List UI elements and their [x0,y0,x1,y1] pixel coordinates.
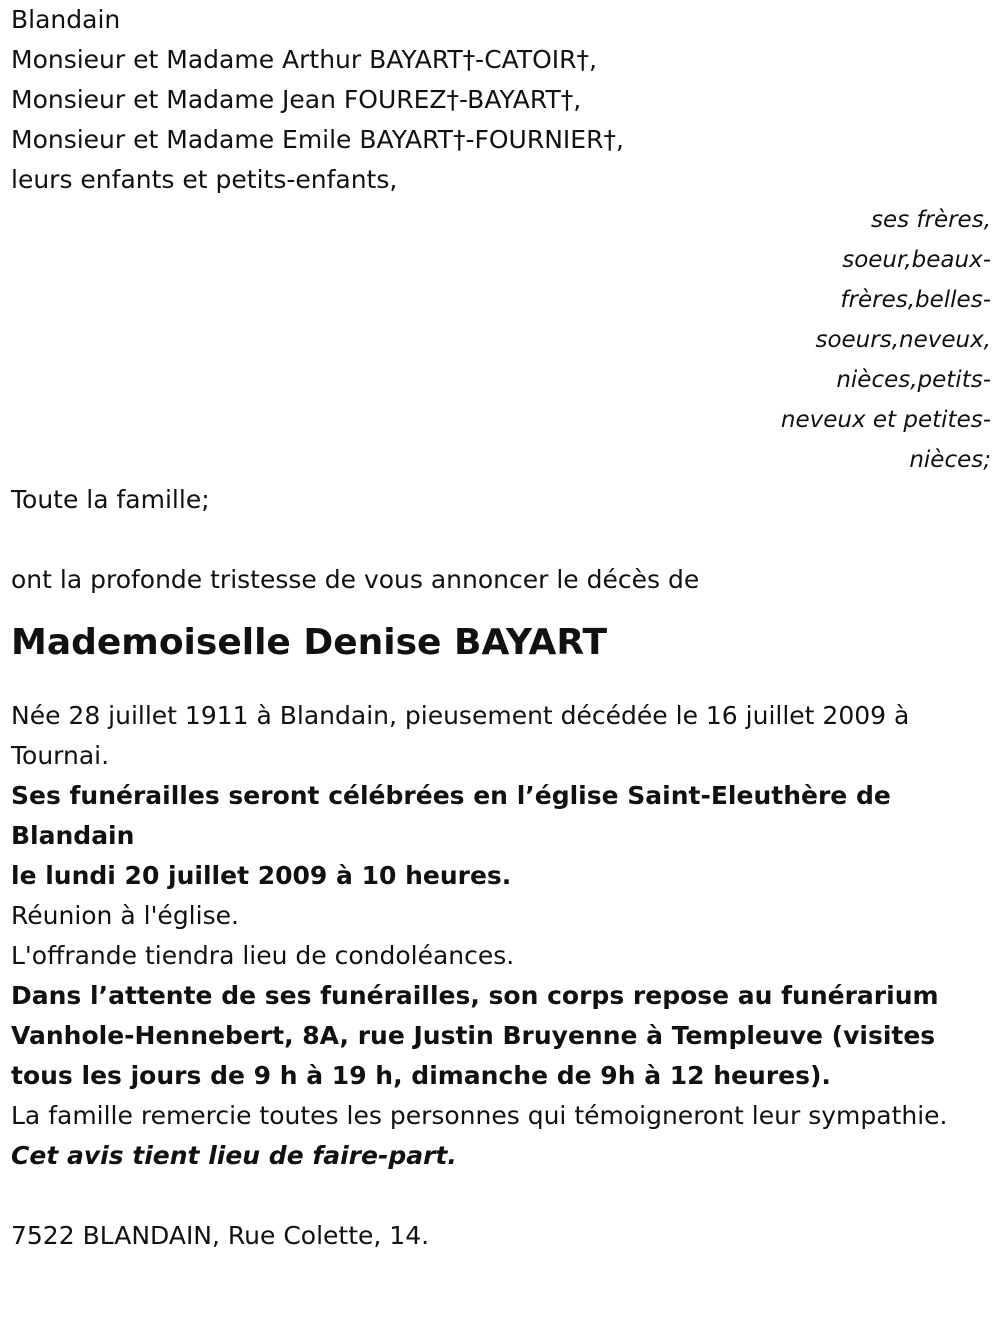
announcement-text: ont la profonde tristesse de vous annoncer le décès de [11,565,700,594]
meeting-text: Réunion à l'église. [11,901,239,930]
relatives-line-6: neveux et petites- [780,407,991,433]
address-text: 7522 BLANDAIN, Rue Colette, 14. [11,1221,430,1250]
place-name: Blandain [11,5,121,34]
relatives-line-3: frères,belles- [840,287,991,313]
thanks-text: La famille remercie toutes les personnes qui témoigneront leur sympathie. [11,1101,948,1130]
relatives-list [11,200,991,480]
family-line-3: Monsieur et Madame Emile BAYART†-FOURNIER†, [11,125,624,154]
details-section [11,696,991,1176]
all-family: Toute la famille; [11,485,210,514]
relatives-line-4: soeurs,neveux, [815,327,991,353]
obituary-notice [11,0,991,1256]
family-line-1: Monsieur et Madame Arthur BAYART†-CATOIR†, [11,45,597,74]
family-line-4: leurs enfants et petits-enfants, [11,165,398,194]
funeral-place-text: Ses funérailles seront célébrées en l’église Saint-Eleuthère de Blandain [11,781,891,850]
notice-text: Cet avis tient lieu de faire-part. [11,1141,457,1170]
funeral-date-text: le lundi 20 juillet 2009 à 10 heures. [11,861,512,890]
family-line-2: Monsieur et Madame Jean FOUREZ†-BAYART†, [11,85,582,114]
relatives-line-7: nièces; [909,447,991,473]
funerarium-text: Dans l’attente de ses funérailles, son corps repose au funérarium Vanhole-Hennebert, 8A, rue Justin Bruyenne à Templeuve (visites tous les jours de 9 h à 19 h, dimanche de 9h à 12 heures). [11,981,939,1090]
relatives-line-1: ses frères, [870,207,991,233]
relatives-line-5: nièces,petits- [836,367,991,393]
deceased-name: Mademoiselle Denise BAYART [11,622,608,663]
family-section [11,0,991,200]
birth-death-text: Née 28 juillet 1911 à Blandain, pieusement décédée le 16 juillet 2009 à Tournai. [11,701,910,770]
relatives-line-2: soeur,beaux- [842,247,991,273]
offering-text: L'offrande tiendra lieu de condoléances. [11,941,515,970]
